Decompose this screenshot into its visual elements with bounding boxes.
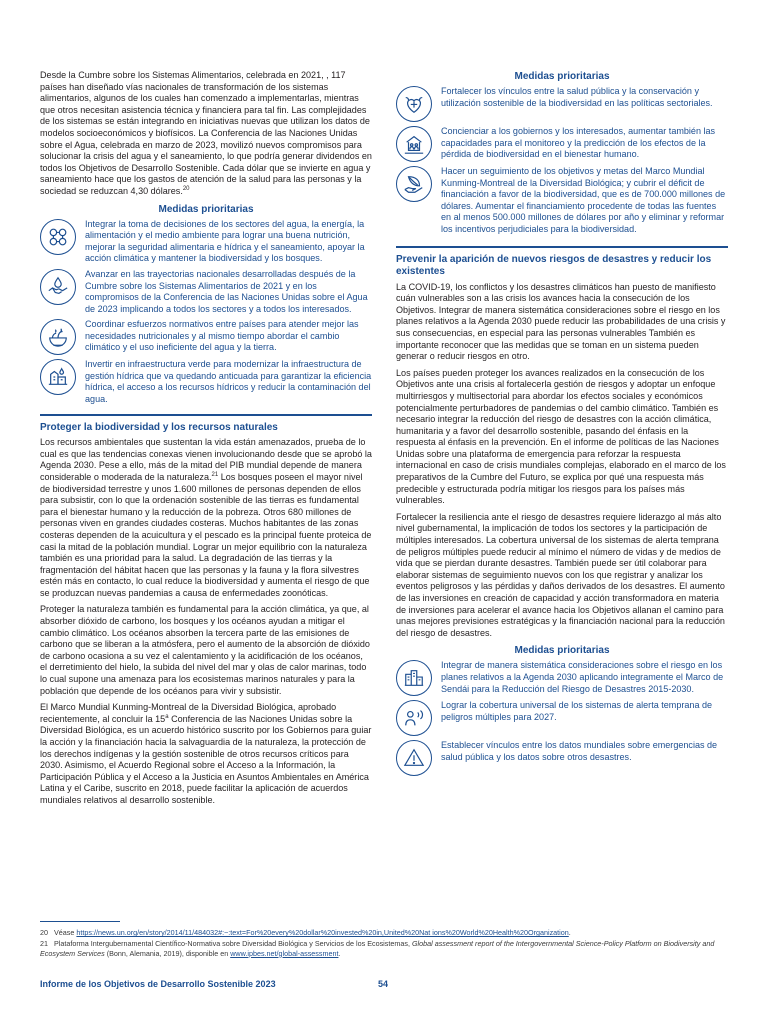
paragraph: Desde la Cumbre sobre los Sistemas Alimentarios, celebrada en 2021, , 117 países han diseñado vías nacionales de transformación de los sistemas alimentarios, algunos de los cuales han comenzado a implementarlas, mientras que otros necesitan asistencia técnica y financiera para tal fin. Las complejidades de los sistemas se están integrando en iniciativas nuevas que utilizan los datos de modelos socioeconómicos y biofísicos. La Conferencia de las Naciones Unidas sobre el Agua, celebrada en marzo de 2023, movilizó nuevos compromisos para solucionar la crisis del agua y el saneamiento, lo que podría generar dividendos en todos los Objetivos de Desarrollo Sostenible. Cada dólar que se invierte en agua y saneamiento hace que los gastos de atención de la salud para las personas y la sociedad se reduzcan 4,30 dólares.$^{20}$ — [40, 70, 372, 196]
priority-measure-text: Lograr la cobertura universal de los sistemas de alerta temprana de peligros múltiples para 2027. — [441, 700, 713, 722]
priority-measure-text: Hacer un seguimiento de los objetivos y metas del Marco Mundial Kunming-Montreal de la Diversidad Biológica; y cubrir el déficit de financiación a favor de la biodiversidad, que es de 700.000 millones de dólares. Aumentar el financiamiento procedente de todas las fuentes en al menos 500.000 millones de dólares por año y eliminar y reformar los incentivos perjudiciales para la biodiversidad. — [441, 166, 726, 234]
priority-measure-item — [40, 219, 372, 265]
priority-measures-heading: Medidas prioritarias — [514, 71, 610, 82]
footnote: 20 Véase https://news.un.org/en/story/2014/11/484032#:~:text=For%20every%20dollar%20invested%20in,United%20Nat ions%20World%20Health%20Organization. — [40, 928, 571, 937]
early-warning-icon — [396, 700, 432, 736]
priority-measure-item — [40, 359, 372, 405]
footnote-link[interactable]: www.ipbes.net/global-assessment — [230, 948, 339, 958]
priority-measures-list — [40, 219, 372, 406]
water-handshake-icon — [40, 269, 76, 305]
water-infrastructure-icon — [40, 359, 76, 395]
priority-measure-item — [396, 700, 728, 736]
footnote: 21 Plataforma Intergubernamental Científico-Normativa sobre Diversidad Biológica y Servicios de los Ecosistemas, Global assessment report of the Intergovernmental Science-Policy Platform on Biodiversity and Ecosystem Services (Bonn, Alemania, 2019), disponible en www.ipbes.net/global-assessment. — [40, 939, 715, 958]
priority-measure-text: Avanzar en las trayectorias nacionales desarrolladas después de la Cumbre sobre los Sistemas Alimentarios de 2021 y en los compromisos de la Conferencia de las Naciones Unidas sobre el Agua de 2023 implicando a todos los sectores y a todos los interesados. — [85, 268, 368, 314]
right-column — [396, 70, 728, 780]
paragraph: Los países pueden proteger los avances realizados en la consecución de los Objetivos ante una crisis al fortalecerla gestión de riesgos y adoptar un enfoque multirriesgos y multisectorial para abordar los efectos sociales y económicos potencialmente perturbadores de pandemias o del cambio climático. También es necesario integrar la reducción del riesgo de desastres con la acción climática, humanitaria y a favor del desarrollo sostenible, pasando del énfasis en la respuesta al énfasis en la prevención. En el informe de políticas de las Naciones Unidas sobre una plataforma de emergencia para reforzar la respuesta internacional en caso de crisis mundiales complejas, elaborado en el marco de los preparativos de la Cumbre del Futuro, se explica por qué una respuesta más predecible y estructurada podría mitigar los riesgos para los países más vulnerables. — [396, 367, 726, 506]
section-divider — [396, 246, 728, 248]
paragraph: Fortalecer la resiliencia ante el riesgo de desastres requiere liderazgo al más alto nivel gubernamental, la implicación de todos los sectores y la participación de múltiples interesados. La cobertura universal de los sistemas de alerta temprana de peligros múltiples puede reducir al mínimo el número de vidas y de medios de vida que se pierdan durante desastres. También puede ser útil colaborar para elaborar sistemas de seguimiento nuevos con los que registrar y analizar los eventos peligrosos y las pérdidas y daños derivados de los desastres. El aumento de las inversiones en creación de capacidad y acción transformadora en materia de inversiones para acelerar el avance hacia los Objetivos allanan el camino para unas mejores previsiones estratégicas y la financiación nacional para la reducción del riesgo de desastres. — [396, 511, 725, 638]
priority-measures-heading: Medidas prioritarias — [158, 203, 254, 215]
priority-measure-item — [396, 166, 728, 236]
priority-measure-text: Integrar la toma de decisiones de los sectores del agua, la energía, la alimentación y el medio ambiente para lograr una buena nutrición, mejorar la seguridad alimentaria e hídrica y el saneamiento, apoyar la acción climática y mantener la biodiversidad y los bosques. — [85, 218, 365, 264]
page-number: 54 — [378, 979, 389, 989]
priority-measures-list — [396, 86, 728, 236]
water-energy-food-icon — [40, 219, 76, 255]
footer-title: Informe de los Objetivos de Desarrollo Sostenible 2023 — [40, 979, 276, 989]
priority-measure-item — [396, 740, 728, 776]
footnote-ref[interactable]: 20 — [182, 185, 190, 192]
priority-measure-text: Coordinar esfuerzos normativos entre países para atender mejor las necesidades nutricionales y al mismo tiempo abordar el cambio climático y el uso ineficiente del agua y la tierra. — [85, 319, 359, 353]
paragraph: Los recursos ambientales que sustentan la vida están amenazados, prueba de lo cual es que las tendencias conexas vienen involucionando desde que se aprobó la Agenda 2030. Pese a ello, más de la mitad del PIB mundial depende de manera considerable o moderada de la naturaleza.$^{21}$ Los bosques poseen el mayor nivel de biodiversidad terrestre y unos 1.600 millones de personas dependen de ellos para subsistir, con lo que la ordenación sostenible de las tierras es fundamental para el bienestar humano y la reducción de la pobreza. Otros 680 millones de personas viven en grandes ciudades costeras. Muchos habitantes de las zonas costeras dependen de la acuicultura y el pescado es la principal fuente proteica de casi la mitad de la población mundial. Lograr un mejor equilibrio con la naturaleza también es una prioridad para la salud. La degradación de las tierras y la fragmentación del hábitat hacen que las personas y la fauna y la flora silvestres estén más en contacto, lo cual reduce la biodiversidad y aumenta el riesgo de que se produzcan nuevas pandemias a causa de enfermedades zoonóticas. — [40, 437, 372, 598]
paragraph: La COVID-19, los conflictos y los desastres climáticos han puesto de manifiesto cuán vulnerables son a las crisis los avances hacia la consecución de los Objetivos. Integrar de manera sistemática consideraciones sobre el riesgo en los planes relativos a la Agenda 2030 puede reducir las probabilidades de una crisis y sus consecuencias, en especial para las personas vulnerables También es importante reconocer que las medidas que se toman en un sistema pueden generar o reducir riesgos en otro. — [396, 281, 726, 362]
priority-measure-item — [396, 660, 728, 696]
paragraph: Proteger la naturaleza también es fundamental para la acción climática, ya que, al absorber dióxido de carbono, los bosques y los océanos ayudan a mitigar el cambio climático. Los océanos absorben la tercera parte de las emisiones de carbono que se liberan a la atmósfera, pero el aumento de la absorción de dióxido de carbono ocasiona a su vez el calentamiento y la acidificación de los océanos, el derretimiento del hielo, la subida del nivel del mar y olas de calor marinas, todo lo cual supone una amenaza para los ecosistemas marinos naturales y para la población que depende de los océanos para vivir y subsistir. — [40, 604, 370, 696]
section-heading: Prevenir la aparición de nuevos riesgos de desastres y reducir los existentes — [396, 253, 712, 278]
priority-measure-item — [396, 86, 728, 122]
community-monitoring-icon — [396, 126, 432, 162]
left-column — [40, 70, 372, 812]
section-divider — [40, 414, 372, 416]
risk-planning-icon — [396, 660, 432, 696]
warning-data-icon — [396, 740, 432, 776]
footnote-ref[interactable]: 21 — [211, 471, 219, 478]
food-bowl-icon — [40, 319, 76, 355]
priority-measures-heading: Medidas prioritarias — [514, 645, 610, 657]
section-heading: Proteger la biodiversidad y los recursos naturales — [40, 421, 278, 433]
paragraph: El Marco Mundial Kunming-Montreal de la Diversidad Biológica, aprobado recientemente, al concluir la 15$^a$ Conferencia de las Naciones Unidas sobre la Diversidad Biológica, es un acuerdo histórico suscrito por los Gobiernos para guiar la acción y la financiación hacia la salvaguardia de la naturaleza, la protección de los derechos indígenas y la gestión sostenible de otros recursos críticos para 2030. Asimismo, el Acuerdo Regional sobre el Acceso a la Información, la Participación Pública y el Acceso a la Justicia en Asuntos Ambientales en América Latina y el Caribe, suscrito en 2018, puede facilitar la aplicación de acuerdos mundiales relativos al desarrollo sostenible. — [40, 702, 372, 805]
priority-measure-item — [396, 126, 728, 162]
priority-measure-item — [40, 319, 372, 355]
health-biodiversity-icon — [396, 86, 432, 122]
priority-measure-text: Concienciar a los gobiernos y los interesados, aumentar también las capacidades para el monitoreo y la predicción de los efectos de la pérdida de biodiversidad en el bienestar humano. — [441, 126, 716, 160]
leaf-finance-icon — [396, 166, 432, 202]
footnote-link[interactable]: https://news.un.org/en/story/2014/11/484032#:~:text=For%20every%20dollar%20invested%20in,United%20Nat ions%20World%20Health%20Organization — [76, 928, 569, 937]
footnote-divider — [40, 921, 120, 922]
priority-measure-text: Integrar de manera sistemática consideraciones sobre el riesgo en los planes relativos a la Agenda 2030 aplicando integramente el Marco de Sendái para la Reducción del Riesgo de Desastres 2015-2030. — [441, 660, 724, 694]
priority-measures-list — [396, 660, 728, 776]
priority-measure-text: Establecer vínculos entre los datos mundiales sobre emergencias de salud pública y los datos sobre otros desastres. — [441, 740, 718, 762]
priority-measure-text: Fortalecer los vínculos entre la salud pública y la conservación y utilización sostenible de la biodiversidad en las políticas sectoriales. — [441, 86, 713, 108]
priority-measure-item — [40, 269, 372, 315]
priority-measure-text: Invertir en infraestructura verde para modernizar la infraestructura de gestión hídrica que va quedando anticuada para garantizar la eficiencia hídrica, el acceso a los recursos hídricos y reducir la contaminación del agua. — [85, 359, 372, 405]
